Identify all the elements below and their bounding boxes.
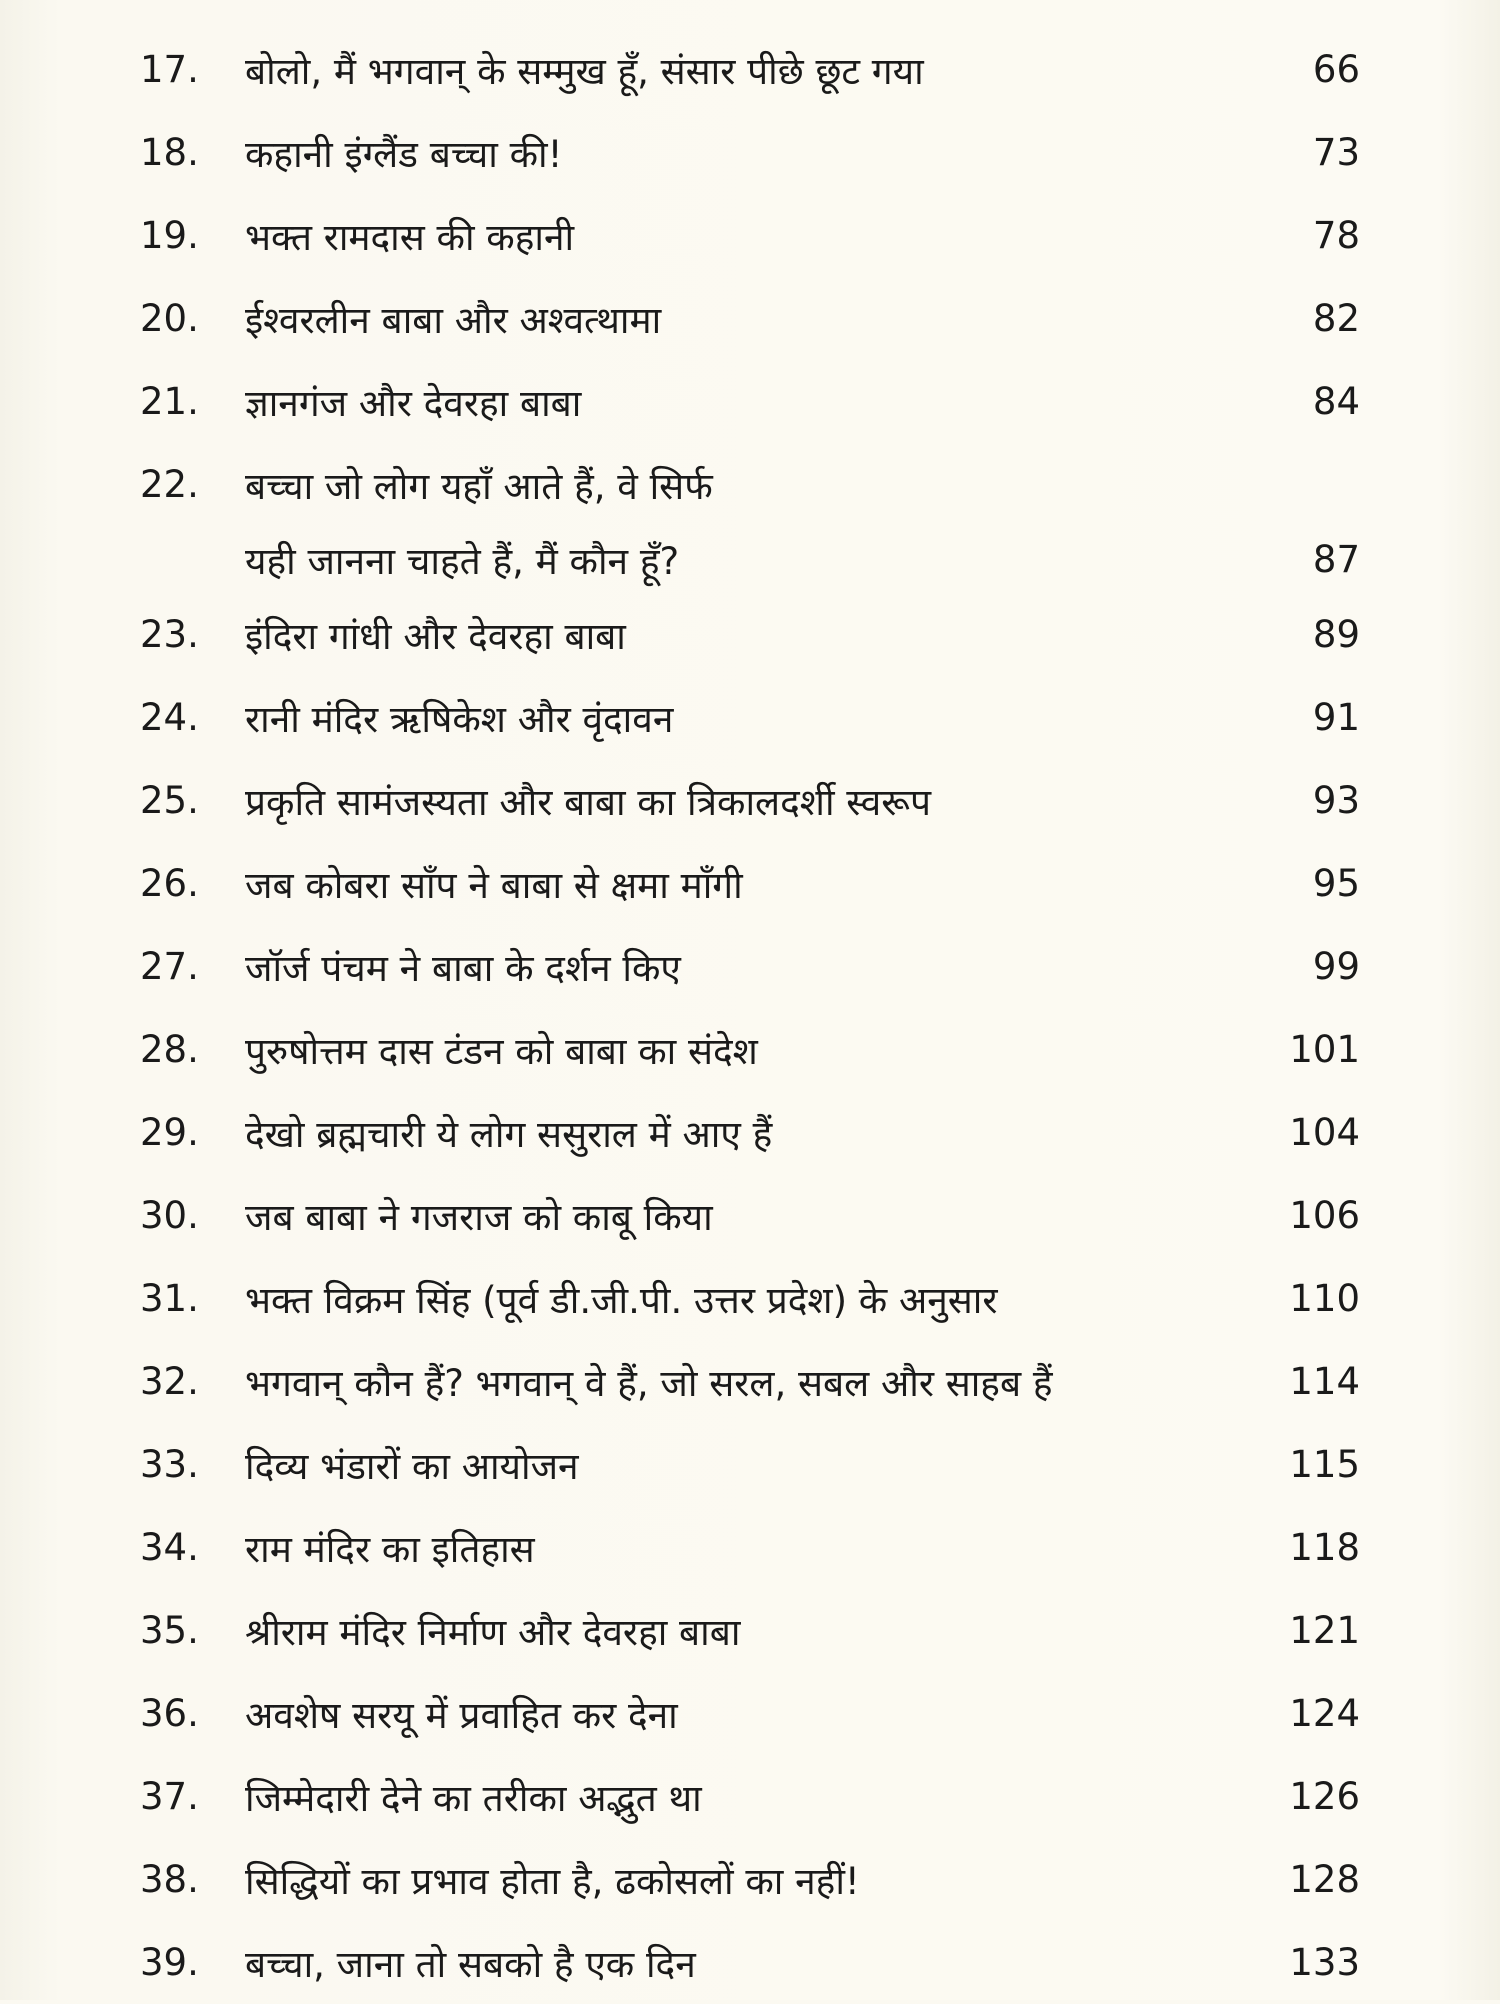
chapter-number: 38. xyxy=(140,1858,199,1901)
toc-entry xyxy=(140,194,1360,277)
chapter-number: 20. xyxy=(140,297,199,340)
toc-entry xyxy=(140,1921,1360,2004)
chapter-title: जब कोबरा साँप ने बाबा से क्षमा माँगी xyxy=(245,864,743,907)
toc-entry xyxy=(140,1340,1360,1423)
chapter-title: बच्चा जो लोग यहाँ आते हैं, वे सिर्फ xyxy=(245,465,713,508)
chapter-number: 21. xyxy=(140,380,199,423)
chapter-number: 39. xyxy=(140,1941,199,1984)
chapter-title: जॉर्ज पंचम ने बाबा के दर्शन किए xyxy=(245,947,681,990)
chapter-number: 35. xyxy=(140,1609,199,1652)
table-of-contents xyxy=(140,28,1360,2004)
page-number: 91 xyxy=(1312,696,1360,739)
chapter-title: इंदिरा गांधी और देवरहा बाबा xyxy=(245,615,626,658)
page-number: 128 xyxy=(1289,1858,1360,1901)
page-number: 101 xyxy=(1289,1028,1360,1071)
toc-entry xyxy=(140,1423,1360,1506)
page-number: 114 xyxy=(1289,1360,1360,1403)
page-number: 126 xyxy=(1289,1775,1360,1818)
page-number: 82 xyxy=(1312,297,1360,340)
page-number: 104 xyxy=(1289,1111,1360,1154)
chapter-title: देखो ब्रह्मचारी ये लोग ससुराल में आए हैं xyxy=(245,1113,773,1156)
chapter-title: अवशेष सरयू में प्रवाहित कर देना xyxy=(245,1694,678,1737)
page-number: 78 xyxy=(1312,214,1360,257)
chapter-title: दिव्य भंडारों का आयोजन xyxy=(245,1445,579,1488)
chapter-number: 28. xyxy=(140,1028,199,1071)
chapter-title: ज्ञानगंज और देवरहा बाबा xyxy=(245,382,582,425)
chapter-title: प्रकृति सामंजस्यता और बाबा का त्रिकालदर्शी स्वरूप xyxy=(245,781,932,824)
chapter-title: बच्चा, जाना तो सबको है एक दिन xyxy=(245,1943,696,1986)
page-number: 73 xyxy=(1312,131,1360,174)
toc-entry xyxy=(140,111,1360,194)
chapter-number: 22. xyxy=(140,463,199,506)
toc-entry xyxy=(140,759,1360,842)
toc-entry xyxy=(140,1838,1360,1921)
page-number: 93 xyxy=(1312,779,1360,822)
chapter-number: 29. xyxy=(140,1111,199,1154)
page-number: 133 xyxy=(1289,1941,1360,1984)
chapter-title: भक्त विक्रम सिंह (पूर्व डी.जी.पी. उत्तर प्रदेश) के अनुसार xyxy=(245,1279,998,1322)
toc-entry xyxy=(140,925,1360,1008)
chapter-number: 31. xyxy=(140,1277,199,1320)
chapter-number: 27. xyxy=(140,945,199,988)
chapter-title: भक्त रामदास की कहानी xyxy=(245,216,575,259)
chapter-number: 34. xyxy=(140,1526,199,1569)
toc-entry xyxy=(140,1506,1360,1589)
page-number: 121 xyxy=(1289,1609,1360,1652)
toc-entry xyxy=(140,526,1360,593)
toc-entry xyxy=(140,360,1360,443)
page-number: 110 xyxy=(1289,1277,1360,1320)
chapter-number: 18. xyxy=(140,131,199,174)
toc-entry xyxy=(140,1755,1360,1838)
toc-entry xyxy=(140,1589,1360,1672)
chapter-title: यही जानना चाहते हैं, मैं कौन हूँ? xyxy=(245,540,680,583)
toc-entry xyxy=(140,28,1360,111)
chapter-title: पुरुषोत्तम दास टंडन को बाबा का संदेश xyxy=(245,1030,758,1073)
chapter-title: जिम्मेदारी देने का तरीका अद्भुत था xyxy=(245,1777,702,1820)
chapter-number: 32. xyxy=(140,1360,199,1403)
chapter-title: श्रीराम मंदिर निर्माण और देवरहा बाबा xyxy=(245,1611,741,1654)
chapter-title: ईश्वरलीन बाबा और अश्वत्थामा xyxy=(245,299,662,342)
chapter-number: 19. xyxy=(140,214,199,257)
toc-entry xyxy=(140,277,1360,360)
chapter-title: भगवान् कौन हैं? भगवान् वे हैं, जो सरल, सबल और साहब हैं xyxy=(245,1362,1053,1405)
toc-entry xyxy=(140,1257,1360,1340)
page-number: 118 xyxy=(1289,1526,1360,1569)
toc-entry xyxy=(140,443,1360,526)
chapter-title: जब बाबा ने गजराज को काबू किया xyxy=(245,1196,713,1239)
chapter-title: कहानी इंग्लैंड बच्चा की! xyxy=(245,133,563,176)
page-number: 124 xyxy=(1289,1692,1360,1735)
toc-entry xyxy=(140,676,1360,759)
page-number: 84 xyxy=(1312,380,1360,423)
chapter-number: 33. xyxy=(140,1443,199,1486)
page-number: 99 xyxy=(1312,945,1360,988)
page-number: 115 xyxy=(1289,1443,1360,1486)
page-number: 87 xyxy=(1312,538,1360,581)
toc-entry xyxy=(140,1091,1360,1174)
chapter-number: 24. xyxy=(140,696,199,739)
toc-entry xyxy=(140,593,1360,676)
chapter-title: रानी मंदिर ऋषिकेश और वृंदावन xyxy=(245,698,674,741)
chapter-number: 25. xyxy=(140,779,199,822)
chapter-number: 30. xyxy=(140,1194,199,1237)
chapter-title: सिद्धियों का प्रभाव होता है, ढकोसलों का नहीं! xyxy=(245,1860,860,1903)
chapter-title: राम मंदिर का इतिहास xyxy=(245,1528,535,1571)
page-number: 89 xyxy=(1312,613,1360,656)
toc-entry xyxy=(140,1672,1360,1755)
chapter-number: 26. xyxy=(140,862,199,905)
page-number: 95 xyxy=(1312,862,1360,905)
chapter-number: 36. xyxy=(140,1692,199,1735)
page-number: 106 xyxy=(1289,1194,1360,1237)
chapter-number: 17. xyxy=(140,48,199,91)
chapter-title: बोलो, मैं भगवान् के सम्मुख हूँ, संसार पीछे छूट गया xyxy=(245,50,924,93)
toc-entry xyxy=(140,842,1360,925)
toc-entry xyxy=(140,1174,1360,1257)
toc-entry xyxy=(140,1008,1360,1091)
chapter-number: 37. xyxy=(140,1775,199,1818)
chapter-number: 23. xyxy=(140,613,199,656)
page-number: 66 xyxy=(1312,48,1360,91)
